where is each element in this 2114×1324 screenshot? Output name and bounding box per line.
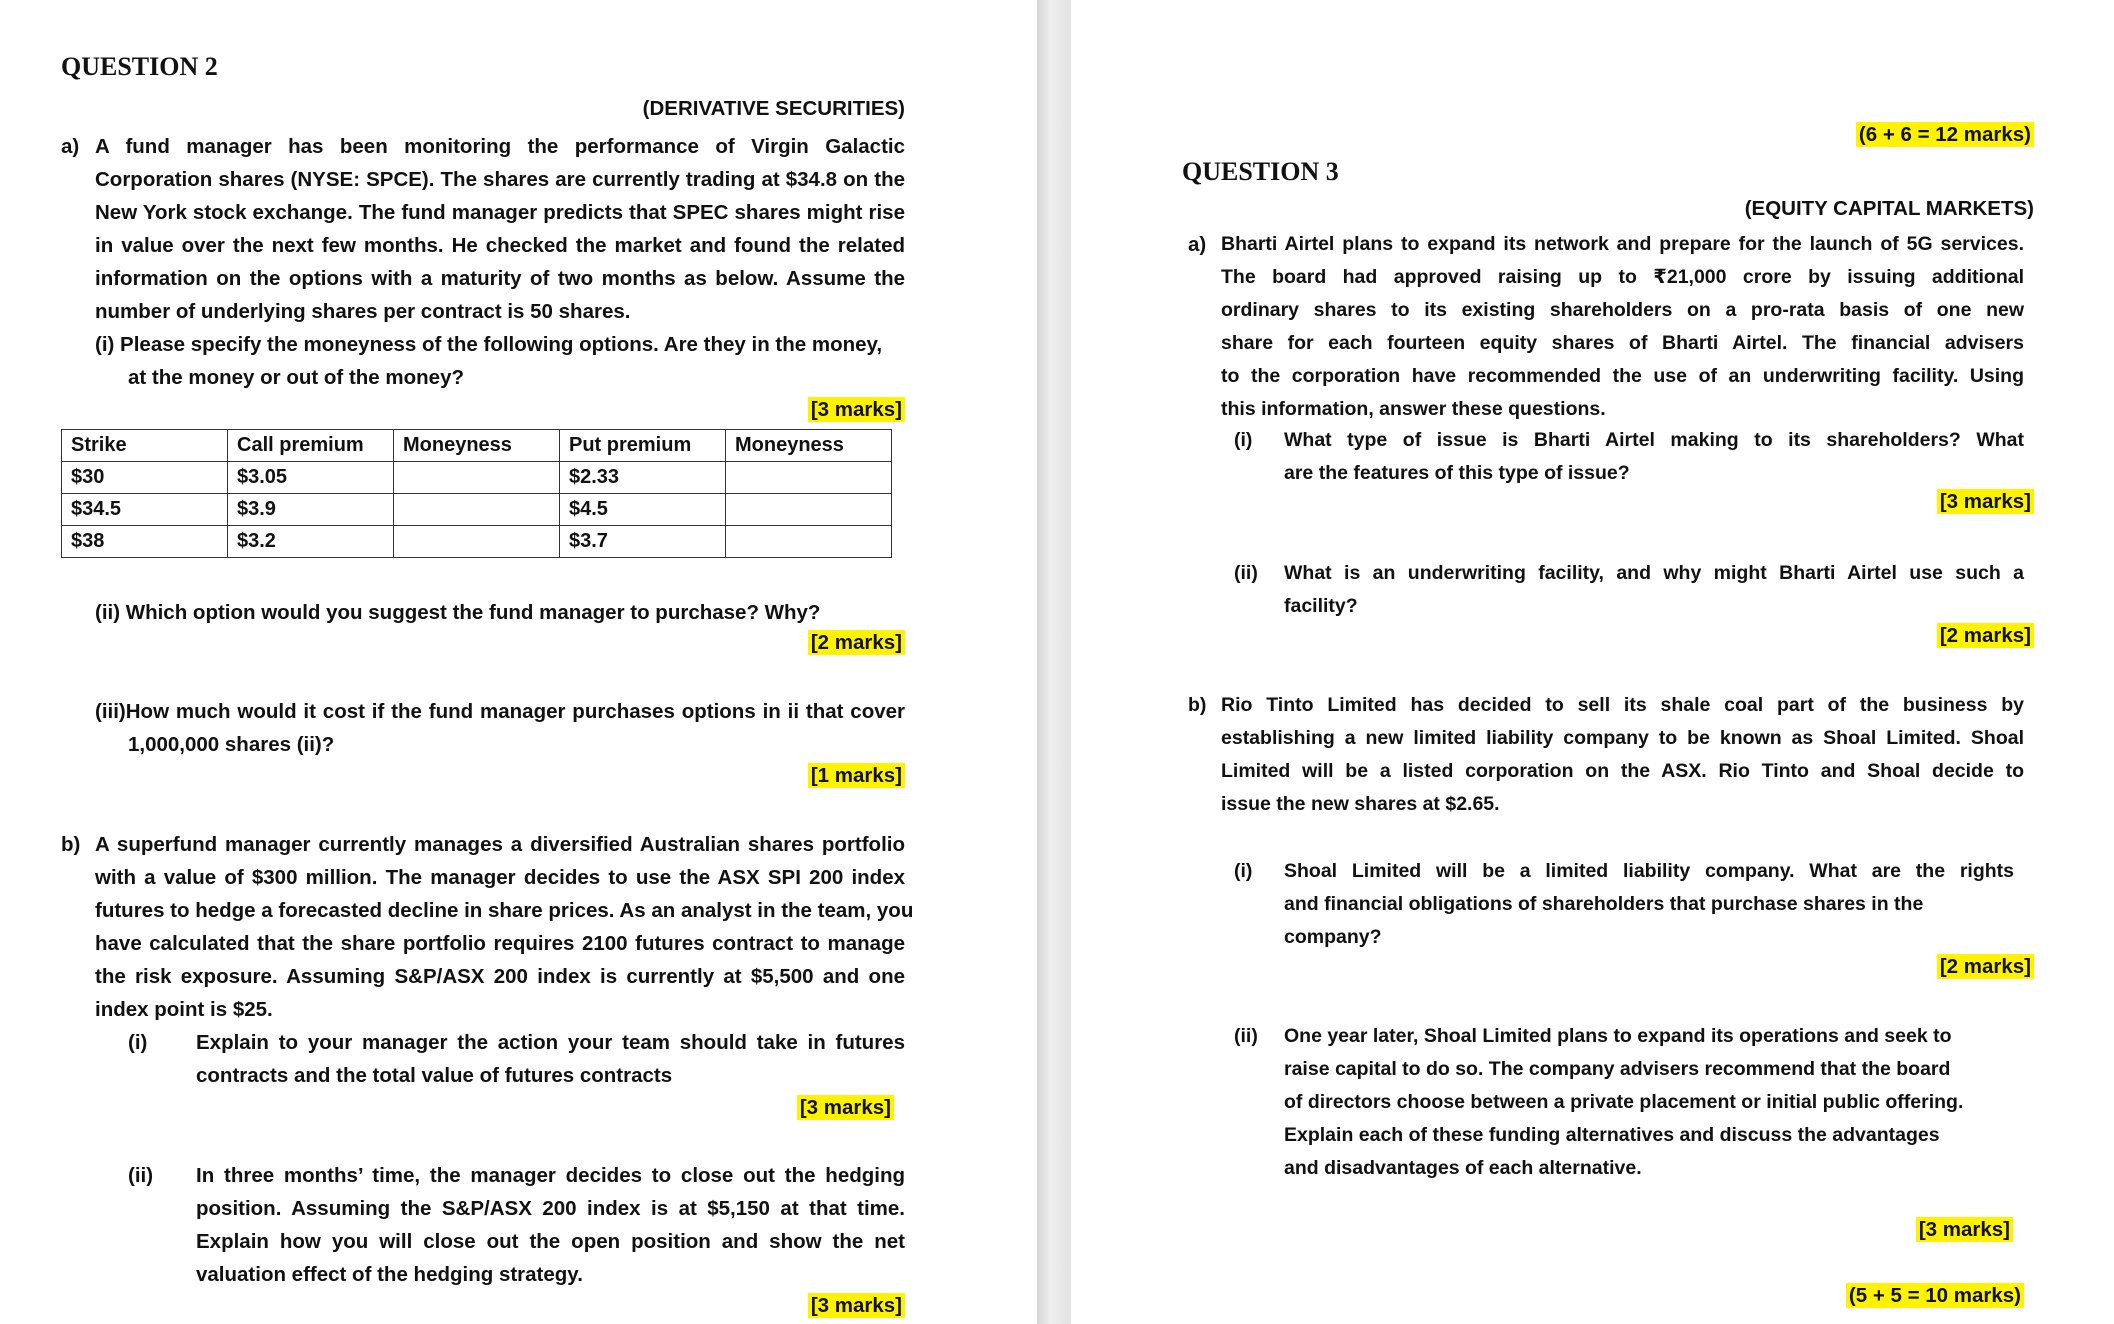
- q3-part-b-ii-line: raise capital to do so. The company advisers recommend that the board: [1284, 1058, 1951, 1080]
- q3-part-b-i-line: and financial obligations of shareholders that purchase shares in the: [1284, 893, 1924, 915]
- part-b-ii-line: In three months’ time, the manager decides to close out the hedging: [196, 1164, 905, 1187]
- part-b-ii-paragraph: [196, 1159, 905, 1291]
- table-cell: $4.5: [560, 494, 726, 526]
- part-b-line: the risk exposure. Assuming S&P/ASX 200 index is currently at $5,500 and one: [95, 965, 905, 988]
- marks-badge: [3 marks]: [1916, 1217, 2013, 1242]
- part-a-i-line: at the money or out of the money?: [128, 366, 464, 389]
- part-a-label: a): [61, 135, 80, 158]
- q3-part-b-line: issue the new shares at $2.65.: [1221, 793, 1500, 815]
- table-header-cell: Moneyness: [394, 430, 560, 462]
- q3-part-a-paragraph: [1221, 228, 2024, 426]
- table-row: [62, 494, 892, 526]
- marks-badge: [2 marks]: [1937, 954, 2034, 979]
- part-a-line: number of underlying shares per contract is 50 shares.: [95, 300, 631, 323]
- marks-badge: [1 marks]: [808, 763, 905, 788]
- part-a-i-line: (i) Please specify the moneyness of the following options. Are they in the money,: [95, 333, 883, 356]
- part-a-ii-marks: [808, 631, 905, 655]
- part-a-iii-line: 1,000,000 shares (ii)?: [128, 733, 335, 756]
- table-cell: [394, 494, 560, 526]
- part-a-i-marks: [808, 398, 905, 422]
- q3-part-b-ii-label: (ii): [1234, 1025, 1258, 1047]
- q3-part-b-line: establishing a new limited liability company to be known as Shoal Limited. Shoal: [1221, 727, 2024, 749]
- q3-part-a-i-marks: [1937, 490, 2034, 514]
- part-b-ii-marks: [808, 1294, 905, 1318]
- marks-badge: [3 marks]: [808, 1293, 905, 1318]
- page-gutter: [1037, 0, 1071, 1324]
- part-a-line: A fund manager has been monitoring the performance of Virgin Galactic: [95, 135, 905, 158]
- q3-part-b-ii-line: Explain each of these funding alternatives and discuss the advantages: [1284, 1124, 1940, 1146]
- marks-badge: [2 marks]: [1937, 623, 2034, 648]
- q3-part-a-i-paragraph: [1284, 424, 2024, 490]
- q3-part-b-ii-line: One year later, Shoal Limited plans to expand its operations and seek to: [1284, 1025, 1952, 1047]
- part-b-ii-line: position. Assuming the S&P/ASX 200 index is at $5,150 at that time.: [196, 1197, 905, 1220]
- part-b-i-marks: [797, 1096, 894, 1120]
- q3-part-a-line: The board had approved raising up to ₹21,000 crore by issuing additional: [1221, 266, 2024, 288]
- table-cell: $2.33: [560, 462, 726, 494]
- question-3-heading: QUESTION 3: [1182, 157, 1339, 186]
- marks-badge: (5 + 5 = 10 marks): [1846, 1283, 2024, 1308]
- part-b-ii-line: Explain how you will close out the open position and show the net: [196, 1230, 905, 1253]
- table-cell: $3.2: [228, 526, 394, 558]
- right-page: [1071, 0, 2114, 1324]
- q3-part-a-line: ordinary shares to its existing shareholders on a pro-rata basis of one new: [1221, 299, 2024, 321]
- marks-badge: [3 marks]: [797, 1095, 894, 1120]
- q3-part-b-ii-line: of directors choose between a private placement or initial public offering.: [1284, 1091, 1964, 1113]
- part-b-paragraph: [95, 828, 914, 1026]
- q3-part-a-i-line: are the features of this type of issue?: [1284, 462, 1630, 484]
- part-a-iii-line: (iii)How much would it cost if the fund manager purchases options in ii that cover: [95, 700, 905, 723]
- q3-part-a-line: to the corporation have recommended the use of an underwriting facility. Using: [1221, 365, 2024, 387]
- marks-badge: [3 marks]: [1937, 489, 2034, 514]
- question-2-heading: QUESTION 2: [61, 52, 218, 81]
- table-row: [62, 526, 892, 558]
- q3-part-a-i-label: (i): [1234, 429, 1253, 451]
- table-cell: [726, 526, 892, 558]
- q3-part-b-line: Rio Tinto Limited has decided to sell its shale coal part of the business by: [1221, 694, 2024, 716]
- table-cell: $38: [62, 526, 228, 558]
- part-b-i-line: Explain to your manager the action your team should take in futures: [196, 1031, 905, 1054]
- q3-part-a-line: this information, answer these questions.: [1221, 398, 1606, 420]
- table-header-cell: Put premium: [560, 430, 726, 462]
- marks-badge: (6 + 6 = 12 marks): [1856, 122, 2034, 147]
- table-row: [62, 462, 892, 494]
- part-b-line: with a value of $300 million. The manager decides to use the ASX SPI 200 index: [95, 866, 905, 889]
- left-page: [0, 0, 1037, 1324]
- q3-part-b-i-line: Shoal Limited will be a limited liability company. What are the rights: [1284, 860, 2014, 882]
- q3-part-b-paragraph: [1221, 689, 2024, 821]
- q3-part-b-i-line: company?: [1284, 926, 1382, 948]
- q3-part-b-i-paragraph: [1284, 855, 2014, 954]
- table-cell: [394, 526, 560, 558]
- q3-part-b-i-marks: [1937, 955, 2034, 979]
- part-b-label: b): [61, 833, 81, 856]
- q3-part-b-ii-marks: [1916, 1218, 2013, 1242]
- part-b-line: futures to hedge a forecasted decline in share prices. As an analyst in the team, you: [95, 899, 914, 922]
- q3-part-a-i-line: What type of issue is Bharti Airtel making to its shareholders? What: [1284, 429, 2024, 451]
- part-a-line: information on the options with a maturity of two months as below. Assume the: [95, 267, 905, 290]
- q3-part-b-line: Limited will be a listed corporation on the ASX. Rio Tinto and Shoal decide to: [1221, 760, 2024, 782]
- table-cell: $34.5: [62, 494, 228, 526]
- part-b-line: index point is $25.: [95, 998, 273, 1021]
- part-b-line: A superfund manager currently manages a diversified Australian shares portfolio: [95, 833, 905, 856]
- question-3-section-title: (EQUITY CAPITAL MARKETS): [1744, 197, 2034, 220]
- question-2-section-title: (DERIVATIVE SECURITIES): [642, 97, 905, 120]
- part-b-ii-label: (ii): [128, 1164, 154, 1187]
- table-cell: $30: [62, 462, 228, 494]
- options-table: [61, 429, 892, 558]
- question-2-total-marks: [1856, 123, 2034, 147]
- table-cell: $3.7: [560, 526, 726, 558]
- question-3-total-marks: [1846, 1284, 2024, 1308]
- marks-badge: [2 marks]: [808, 630, 905, 655]
- q3-part-b-ii-paragraph: [1284, 1020, 2024, 1185]
- part-a-ii-text: (ii) Which option would you suggest the fund manager to purchase? Why?: [95, 601, 821, 624]
- part-b-i-label: (i): [128, 1031, 148, 1054]
- q3-part-a-ii-line: What is an underwriting facility, and why might Bharti Airtel use such a: [1284, 562, 2024, 584]
- q3-part-a-ii-marks: [1937, 624, 2034, 648]
- q3-part-a-ii-line: facility?: [1284, 595, 1358, 617]
- part-b-i-paragraph: [196, 1026, 905, 1092]
- table-cell: $3.9: [228, 494, 394, 526]
- part-b-ii-line: valuation effect of the hedging strategy.: [196, 1263, 583, 1286]
- q3-part-a-ii-paragraph: [1284, 557, 2024, 623]
- part-a-iii-marks: [808, 764, 905, 788]
- part-b-line: have calculated that the share portfolio requires 2100 futures contract to manage: [95, 932, 905, 955]
- part-a-line: in value over the next few months. He checked the market and found the related: [95, 234, 905, 257]
- table-cell: [726, 494, 892, 526]
- q3-part-b-i-label: (i): [1234, 860, 1253, 882]
- table-cell: [394, 462, 560, 494]
- table-header-cell: Strike: [62, 430, 228, 462]
- q3-part-a-ii-label: (ii): [1234, 562, 1258, 584]
- q3-part-b-ii-line: and disadvantages of each alternative.: [1284, 1157, 1642, 1179]
- table-cell: [726, 462, 892, 494]
- q3-part-a-line: Bharti Airtel plans to expand its network and prepare for the launch of 5G services.: [1221, 233, 2024, 255]
- marks-badge: [3 marks]: [808, 397, 905, 422]
- q3-part-a-label: a): [1188, 233, 1207, 256]
- part-a-line: New York stock exchange. The fund manager predicts that SPEC shares might rise: [95, 201, 905, 224]
- part-a-line: Corporation shares (NYSE: SPCE). The shares are currently trading at $34.8 on the: [95, 168, 905, 191]
- table-header-cell: Moneyness: [726, 430, 892, 462]
- table-header-row: [62, 430, 892, 462]
- part-b-i-line: contracts and the total value of futures contracts: [196, 1064, 673, 1087]
- table-cell: $3.05: [228, 462, 394, 494]
- q3-part-a-line: share for each fourteen equity shares of Bharti Airtel. The financial advisers: [1221, 332, 2024, 354]
- table-header-cell: Call premium: [228, 430, 394, 462]
- q3-part-b-label: b): [1188, 694, 1207, 716]
- part-a-paragraph: [95, 130, 905, 328]
